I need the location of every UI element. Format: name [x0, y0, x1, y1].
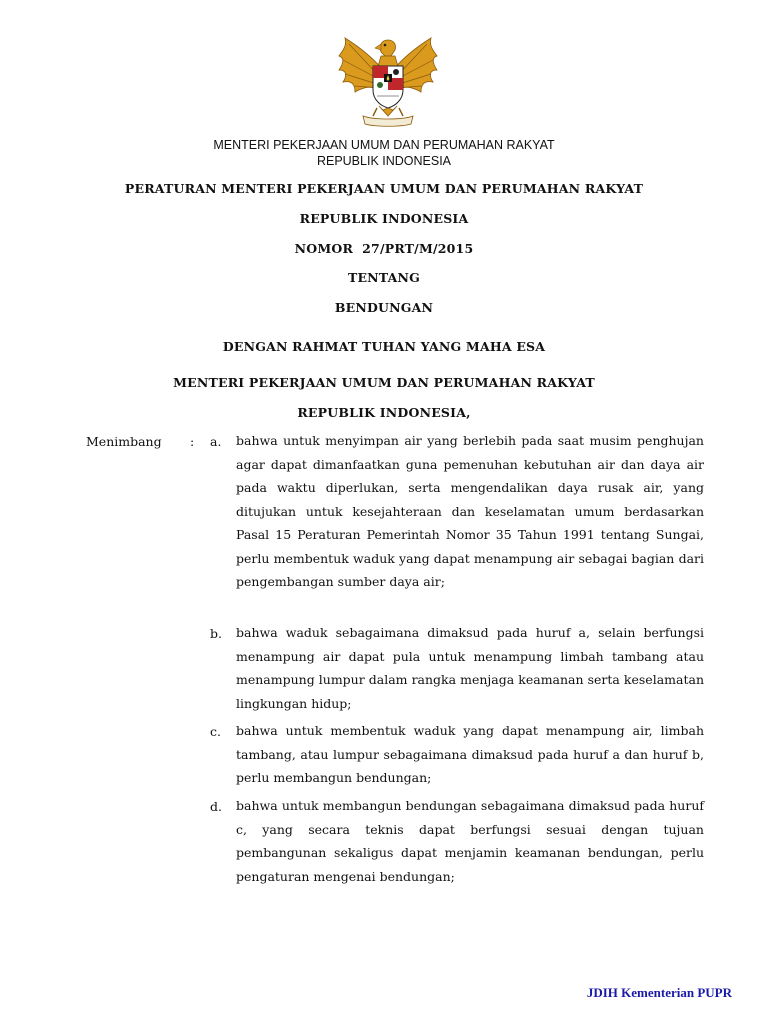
issuer-line2: REPUBLIK INDONESIA, — [297, 405, 471, 420]
ministry-header-line1: MENTERI PEKERJAAN UMUM DAN PERUMAHAN RAKYAT — [213, 138, 555, 152]
considering-item-text: bahwa untuk membentuk waduk yang dapat menampung air, limbah tambang, atau lumpur sebagaimana dimaksud pada huruf a dan huruf b, perlu membangun bendungan; — [236, 723, 704, 785]
regulation-title-line2: REPUBLIK INDONESIA — [299, 211, 469, 226]
issuer-line1: MENTERI PEKERJAAN UMUM DAN PERUMAHAN RAKYAT — [173, 375, 595, 390]
considering-item-letter: d. — [210, 799, 222, 814]
considering-colon: : — [190, 434, 195, 449]
considering-item-letter: a. — [210, 434, 222, 449]
considering-item-text: bahwa untuk membangun bendungan sebagaimana dimaksud pada huruf c, yang secara teknis dapat berfungsi sesuai dengan tujuan pembangunan sekaligus dapat menjamin keamanan bendungan, perlu pengaturan mengenai bendungan; — [236, 798, 704, 884]
ministry-header-line2: REPUBLIK INDONESIA — [316, 154, 452, 168]
considering-label: Menimbang — [86, 434, 162, 449]
regulation-subject: BENDUNGAN — [334, 300, 434, 315]
regulation-number: NOMOR 27/PRT/M/2015 — [294, 241, 474, 256]
considering-item-letter: c. — [210, 724, 221, 739]
considering-item-text: bahwa waduk sebagaimana dimaksud pada huruf a, selain berfungsi menampung air dapat pula untuk menampung limbah tambang atau menampung lumpur dalam rangka menjaga keamanan serta keselamatan lingkungan hidup; — [236, 625, 704, 711]
invocation: DENGAN RAHMAT TUHAN YANG MAHA ESA — [222, 339, 546, 354]
footer-watermark: JDIH Kementerian PUPR — [586, 985, 732, 1000]
considering-item-letter: b. — [210, 626, 222, 641]
considering-item-text: bahwa untuk menyimpan air yang berlebih pada saat musim penghujan agar dapat dimanfaatkan guna pemenuhan kebutuhan air dan daya air pada waktu diperlukan, serta mengendalikan daya rusak air, yang ditujukan untuk kesejahteraan dan keselamatan umum berdasarkan Pasal 15 Peraturan Pemerintah Nomor 35 Tahun 1991 tentang Sungai, perlu membentuk waduk yang dapat menampung air sebagai bagian dari pengembangan sumber daya air; — [236, 433, 704, 589]
regulation-title-line1: PERATURAN MENTERI PEKERJAAN UMUM DAN PERUMAHAN RAKYAT — [124, 181, 644, 196]
regulation-about-label: TENTANG — [347, 270, 421, 285]
garuda-emblem-icon — [333, 30, 443, 130]
